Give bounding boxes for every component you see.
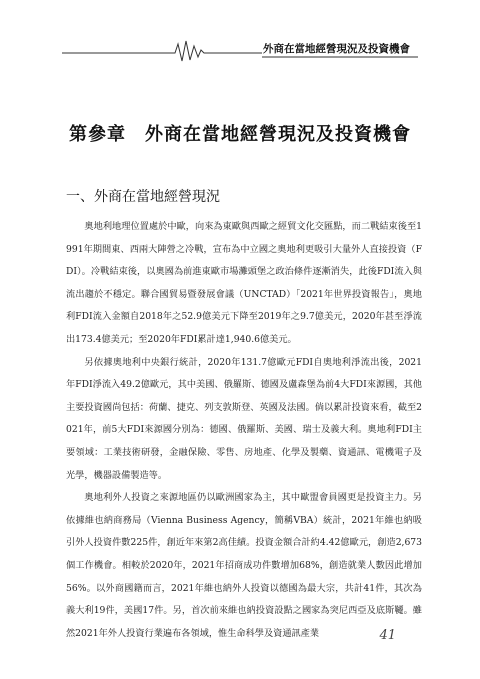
paragraph: 奧地利外人投資之來源地區仍以歐洲國家為主，其中歐盟會員國更是投資主力。另依據維也納商務局（Vienna Business Agency，簡稱VBA）統計，2021年維也納吸引外人投資件數225件，創近年來第2高佳績。投資金額合計約4.42億歐元，創造2,673個工作機會。相較於2020年，2021年招商成功件數增加68%，創造就業人數因此增加56%。以外商國籍而言，2021年維也納外人投資以德國為最大宗，共計41件，其次為義大利19件，美國17件。另，首次前來維也納投資設點之國家為突尼西亞及底斯韆。雖然2021年外人投資行業遍布各領域，惟生命科學及資通訊產業 [66,492,422,639]
body-text [66,216,422,645]
paragraph: 奧地利地理位置處於中歐，向來為東歐與西歐之經貿文化交匯點，而二戰結束後至1991年期間東、西兩大陣營之冷戰，宣布為中立國之奧地利更吸引大量外人直接投資（FDI）。冷戰結束後，以奧國為前進東歐市場灘頭堡之政治條件逐漸消失，此後FDI流入與流出趨於不穩定。聯合國貿易暨發展會議（UNCTAD）「2021年世界投資報告」，奧地利FDI流入金額自2018年之52.9億美元下降至2019年之9.7億美元，2020年甚至淨流出173.4億美元；至2020年FDI累計達1,940.6億美元。 [66,221,422,345]
running-header-title: 外商在當地經營現況及投資機會 [263,43,410,55]
chapter-title: 第參章 外商在當地經營現況及投資機會 [69,124,411,145]
paragraph: 另依據奧地利中央銀行統計，2020年131.7億歐元FDI自奧地利淨流出後，2021年FDI淨流入49.2億歐元，其中美國、俄羅斯、德國及盧森堡為前4大FDI來源國，其他主要投資國尚包括：荷蘭、捷克、列支敦斯登、英國及法國。倘以累計投資來看，截至2021年，前5大FDI來源國分別為：德國、俄羅斯、美國、瑞士及義大利。奧地利FDI主要領域：工業技術研發，金融保險、零售、房地產、化學及製藥、資通訊、電機電子及光學，機器設備製造等。 [66,356,422,481]
running-header [0,36,480,64]
section-heading: 一、外商在當地經營現況 [66,189,220,205]
page-number: 41 [379,628,396,643]
